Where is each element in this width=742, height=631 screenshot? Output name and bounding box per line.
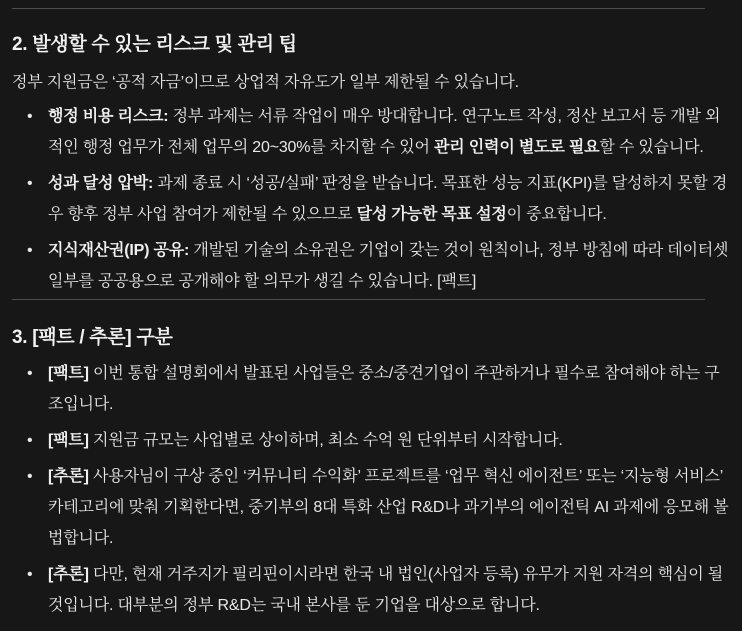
section-heading: 2. 발생할 수 있는 리스크 및 관리 팁 — [12, 34, 297, 55]
section-fact-inference — [12, 326, 732, 621]
list-item — [27, 461, 732, 554]
bullet-list — [12, 358, 732, 621]
list-item — [27, 168, 732, 230]
bullet-text-segment: 정부 과제는 서류 작업이 매우 방대합니다. 연구노트 작성, 정산 보고서 등 개발 외적인 행정 업무가 전체 업무의 20~30%를 차지할 수 있어 — [48, 108, 721, 156]
list-item — [27, 425, 732, 456]
section-divider — [12, 8, 705, 9]
bullet-marker-icon: • — [27, 108, 33, 125]
bullet-text-segment: 성과 달성 압박: — [48, 175, 154, 192]
section-intro-paragraph: 정부 지원금은 ‘공적 자금’이므로 상업적 자유도가 일부 제한될 수 있습니다. — [12, 74, 519, 91]
bullet-text-segment: 할 수 있습니다. — [599, 139, 704, 156]
bullet-marker-icon: • — [27, 432, 33, 449]
list-item — [27, 559, 732, 621]
bullet-list — [12, 101, 732, 297]
section-divider — [12, 299, 705, 300]
bullet-text-segment: 과제 종료 시 ‘성공/실패’ 판정을 받습니다. 목표한 성능 지표(KPI)를 달성하지 못할 경우 향후 정부 사업 참여가 제한될 수 있으므로 — [48, 175, 728, 223]
section-heading: 3. [팩트 / 추론] 구분 — [12, 327, 173, 348]
bullet-text-segment: 달성 가능한 목표 설정 — [356, 206, 507, 223]
bullet-marker-icon: • — [27, 242, 33, 259]
bullet-text-segment: 다만, 현재 거주지가 필리핀이시라면 한국 내 법인(사업자 등록) 유무가 지원 자격의 핵심이 될 것입니다. 대부분의 정부 R&D는 국내 본사를 둔 기업을 대상으로 합니다. — [48, 566, 723, 614]
bullet-text-segment: [추론] — [48, 468, 89, 485]
document-body — [0, 8, 742, 621]
bullet-text-segment: 지식재산권(IP) 공유: — [48, 242, 190, 259]
list-item — [27, 101, 732, 163]
list-item — [27, 358, 732, 420]
section-risks-and-tips — [12, 33, 732, 297]
bullet-text-segment: 행정 비용 리스크: — [48, 108, 169, 125]
bullet-text-segment: 이 중요합니다. — [506, 206, 607, 223]
bullet-text-segment: 개발된 기술의 소유권은 기업이 갖는 것이 원칙이나, 정부 방침에 따라 데이터셋 일부를 공공용으로 공개해야 할 의무가 생길 수 있습니다. [팩트] — [48, 242, 729, 290]
bullet-marker-icon: • — [27, 175, 33, 192]
bullet-text-segment: [팩트] — [48, 432, 89, 449]
bullet-text-segment: [추론] — [48, 566, 89, 583]
bullet-text-segment: 지원금 규모는 사업별로 상이하며, 최소 수억 원 단위부터 시작합니다. — [88, 432, 563, 449]
bullet-text-segment: 사용자님이 구상 중인 ‘커뮤니티 수익화’ 프로젝트를 ‘업무 혁신 에이전트’ 또는 ‘지능형 서비스’ 카테고리에 맞춰 기획한다면, 중기부의 8대 특화 산업 R&D나 과기부의 에이전틱 AI 과제에 응모해 볼 법합니다. — [48, 468, 729, 547]
bullet-marker-icon: • — [27, 365, 33, 382]
bullet-marker-icon: • — [27, 468, 33, 485]
bullet-text-segment: 이번 통합 설명회에서 발표된 사업들은 중소/중견기업이 주관하거나 필수로 참여해야 하는 구조입니다. — [48, 365, 720, 413]
bullet-marker-icon: • — [27, 566, 33, 583]
bullet-text-segment: 관리 인력이 별도로 필요 — [434, 139, 600, 156]
list-item — [27, 235, 732, 297]
bullet-text-segment: [팩트] — [48, 365, 89, 382]
